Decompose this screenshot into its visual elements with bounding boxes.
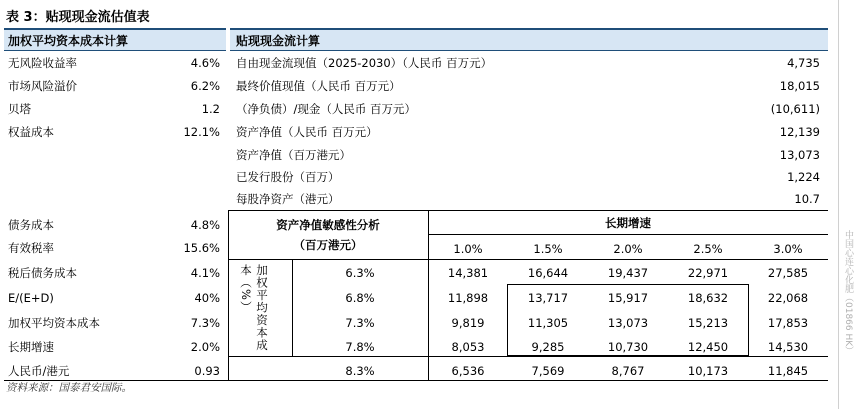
sens-cell: 10,730: [607, 340, 649, 354]
sens-cell: 15,917: [607, 291, 649, 305]
sens-title: 资产净值敏感性分析: [276, 218, 380, 232]
wacc-value: 4.1%: [190, 266, 220, 280]
sens-cell: 19,437: [607, 266, 649, 280]
wacc-value: 2.0%: [190, 340, 220, 354]
wacc-rate-label: 8.3%: [345, 364, 375, 378]
sens-header-bottom: [228, 259, 828, 260]
sens-cell: 16,644: [527, 266, 569, 280]
growth-rate-header: 1.0%: [453, 242, 483, 256]
sens-left-border: [228, 210, 229, 380]
source-note: 资料来源：国泰君安国际。: [6, 382, 132, 394]
sens-cell: 14,381: [447, 266, 489, 280]
sens-cell: 11,845: [767, 364, 809, 378]
sens-cell: 11,305: [527, 316, 569, 330]
wacc-label: 债务成本: [8, 218, 54, 232]
left-header-label: 加权平均资本成本计算: [8, 34, 129, 48]
growth-rate-header: 1.5%: [533, 242, 563, 256]
dcf-label: 已发行股份（百万）: [236, 170, 340, 184]
wacc-value: 15.6%: [183, 241, 220, 255]
sens-top-border: [228, 210, 828, 211]
wacc-value: 6.2%: [190, 79, 220, 93]
dcf-label: 最终价值现值（人民币 百万元）: [236, 79, 401, 93]
dcf-value: (10,611): [770, 102, 820, 116]
wacc-axis-label: 加权平均资本成本（%）: [239, 264, 269, 352]
dcf-label: 自由现金流现值（2025-2030）（人民币 百万元）: [236, 56, 493, 70]
dcf-value: 4,735: [787, 56, 820, 70]
dcf-value: 10.7: [794, 192, 820, 206]
wacc-value: 12.1%: [183, 125, 220, 139]
sens-cell: 15,213: [687, 316, 729, 330]
wacc-label: 加权平均资本成本: [8, 316, 100, 330]
dcf-value: 12,139: [779, 125, 820, 139]
table-title: 表 3：贴现现金流估值表: [6, 10, 150, 25]
sens-cell: 13,717: [527, 291, 569, 305]
wacc-rate-label: 7.3%: [345, 316, 375, 330]
wacc-rate-label: 6.3%: [345, 266, 375, 280]
sens-cell: 18,632: [687, 291, 729, 305]
sens-cell: 7,569: [531, 364, 565, 378]
sens-cell: 13,073: [607, 316, 649, 330]
wacc-value: 1.2: [201, 102, 220, 116]
wacc-label: 无风险收益率: [8, 56, 77, 70]
sens-cell: 27,585: [767, 266, 809, 280]
sens-cell: 10,173: [687, 364, 729, 378]
sens-cell: 11,898: [447, 291, 489, 305]
growth-header: 长期增速: [605, 216, 651, 230]
sens-grid-bottom: [228, 356, 828, 357]
left-header-bar: [4, 28, 226, 51]
wacc-value: 4.6%: [190, 56, 220, 70]
dcf-label: 每股净资产（港元）: [236, 192, 340, 206]
sens-cell: 12,450: [687, 340, 729, 354]
wacc-label: E/(E+D): [8, 291, 54, 305]
growth-rate-header: 2.0%: [613, 242, 643, 256]
sens-header-divider: [428, 234, 828, 235]
sidebar-company-label: 中国心连心化肥（01866 HK）: [843, 230, 853, 356]
growth-rate-header: 2.5%: [693, 242, 723, 256]
growth-rate-header: 3.0%: [773, 242, 803, 256]
sens-cell: 22,971: [687, 266, 729, 280]
dcf-value: 1,224: [787, 170, 820, 184]
wacc-rate-label: 6.8%: [345, 291, 375, 305]
right-header-label: 贴现现金流计算: [236, 34, 321, 48]
wacc-value: 7.3%: [190, 316, 220, 330]
sens-cell: 6,536: [451, 364, 485, 378]
wacc-label: 市场风险溢价: [8, 79, 77, 93]
wacc-value: 4.8%: [190, 218, 220, 232]
wacc-label: 权益成本: [8, 125, 54, 139]
wacc-value: 40%: [194, 291, 220, 305]
wacc-label: 贝塔: [8, 102, 31, 116]
wacc-label: 人民币/港元: [8, 364, 70, 378]
wacc-value: 0.93: [194, 364, 220, 378]
sens-subtitle: （百万港元）: [293, 238, 363, 252]
dcf-value: 18,015: [779, 79, 820, 93]
dcf-value: 13,073: [779, 148, 820, 162]
right-header-bar: [230, 28, 828, 51]
sens-cell: 8,053: [451, 340, 485, 354]
wacc-label: 税后债务成本: [8, 266, 77, 280]
wacc-rate-label: 7.8%: [345, 340, 375, 354]
dcf-label: （净负债）/现金（人民币 百万元）: [236, 102, 417, 116]
dcf-label: 资产净值（百万港元）: [236, 148, 351, 162]
wacc-label: 有效税率: [8, 241, 54, 255]
sens-cell: 17,853: [767, 316, 809, 330]
dcf-label: 资产净值（人民币 百万元）: [236, 125, 378, 139]
sens-cell: 22,068: [767, 291, 809, 305]
sens-cell: 8,767: [611, 364, 645, 378]
sens-cell: 9,285: [531, 340, 565, 354]
sens-cell: 14,530: [767, 340, 809, 354]
sens-cell: 9,819: [451, 316, 485, 330]
wacc-label: 长期增速: [8, 340, 54, 354]
